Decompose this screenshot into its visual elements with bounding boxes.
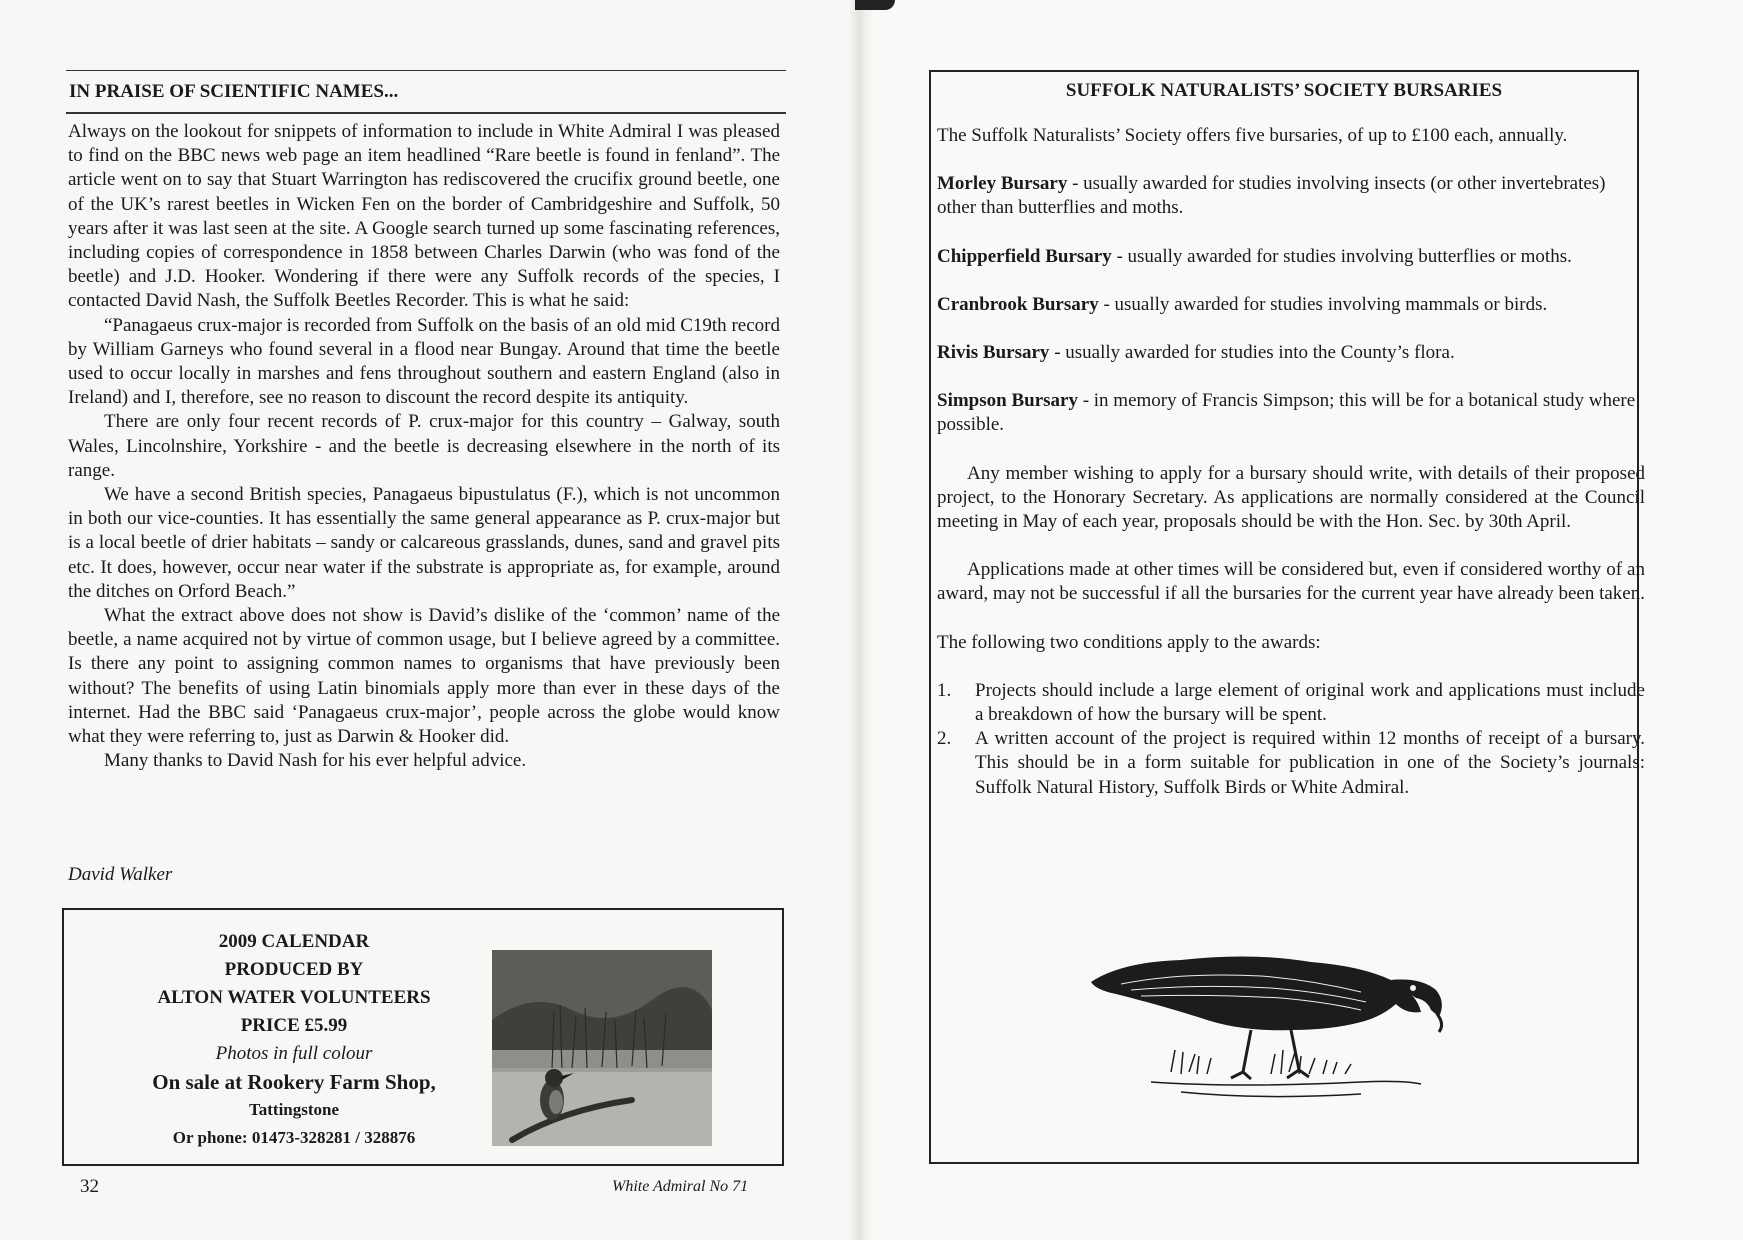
condition-number: 2.: [937, 728, 952, 750]
article-paragraph: Many thanks to David Nash for his ever helpful advice.: [104, 750, 527, 772]
article-paragraph: What the extract above does not show is David’s dislike of the ‘common’ name of the beetle, a name acquired not by virtue of common usage, but I believe agreed by a committee. Is there any point to assigning common names to organisms that have previously been without? The benefits of using Latin binomials apply more than ever in these days of the internet. Had the BBC said ‘Panagaeus crux-major’, people across the globe would know what they were referring to, just as Darwin & Hooker did.: [68, 605, 780, 748]
bursary-entry: [937, 293, 1645, 317]
article-paragraph: “Panagaeus crux-major is recorded from Suffolk on the basis of an old mid C19th record by William Garneys who found several in a flood near Bungay. Around that time the beetle used to occur locally in marshes and fens throughout southern and eastern England (also in Ireland) and I, therefore, see no reason to discount the record despite its antiquity.: [68, 314, 780, 409]
bursary-entry: [937, 389, 1645, 437]
advert-phone: Or phone: 01473-328281 / 328876: [172, 1128, 416, 1147]
bursary-name: Cranbrook Bursary: [937, 293, 1099, 315]
apply-paragraph: Any member wishing to apply for a bursary should write, with details of their proposed project, to the Honorary Secretary. As applications are normally considered at the Council meeting in May of each year, proposals should be with the Hon. Sec. by 30th April.: [937, 462, 1645, 533]
condition-item: [937, 727, 1645, 800]
advert-line: On sale at Rookery Farm Shop,: [152, 1070, 436, 1094]
bursary-name: Morley Bursary: [937, 173, 1068, 195]
bursary-description: - usually awarded for studies involving mammals or birds.: [1098, 293, 1548, 315]
article-paragraph: We have a second British species, Panagaeus bipustulatus (F.), which is not uncommon in both our vice-counties. It has essentially the same general appearance as P. crux-major but is a local beetle of drier habitats – sandy or calcareous grasslands, dunes, sand and gravel pits etc. It does, however, occur near water if the substrate is appropriate as, for example, around the ditches on Orford Beach.”: [68, 484, 780, 602]
condition-item: [937, 679, 1645, 727]
condition-text: A written account of the project is required within 12 months of receipt of a bursary. This should be in a form suitable for publication in one of the Society’s journals: Suffolk Natural History, Suffolk Birds or White Admiral.: [975, 728, 1645, 798]
page-number: 32: [80, 1176, 99, 1197]
article-title: IN PRAISE OF SCIENTIFIC NAMES...: [66, 70, 786, 114]
article-paragraph: Always on the lookout for snippets of information to include in White Admiral I was pleased to find on the BBC news web page an item headlined “Rare beetle is found in fenland”. The article went on to say that Stuart Warrington has rediscovered the crucifix ground beetle, one of the UK’s rarest beetles in Wicken Fen on the border of Cambridgeshire and Suffolk, 50 years after it was last seen at the site. A Google search turned up some fascinating references, including copies of correspondence in 1858 between Charles Darwin (who was fond of the beetle) and J.D. Hooker. Wondering if there were any Suffolk records of the species, I contacted David Nash, the Suffolk Beetles Recorder. This is what he said:: [68, 121, 780, 312]
advert-line: Tattingstone: [248, 1100, 340, 1119]
bursary-entry: [937, 341, 1645, 365]
kingfisher-photo: [492, 950, 712, 1146]
bursary-description: - in memory of Francis Simpson; this will be for a botanical study where possible.: [937, 390, 1636, 436]
bursary-description: - usually awarded for studies involving butterflies or moths.: [1111, 245, 1572, 267]
conditions-intro: The following two conditions apply to the awards:: [937, 631, 1321, 653]
condition-text: Projects should include a large element of original work and applications must include a breakdown of how the bursary will be spent.: [975, 679, 1645, 726]
bursary-entry: [937, 172, 1645, 220]
bursaries-body: [937, 124, 1645, 800]
article-body: [68, 120, 780, 773]
conditions-list: [937, 679, 1645, 800]
bursary-name: Rivis Bursary: [937, 342, 1050, 364]
advert-text: [74, 928, 514, 1152]
advert-line: 2009 CALENDAR: [218, 931, 370, 952]
article-paragraph: There are only four recent records of P. crux-major for this country – Galway, south Wales, Lincolnshire, Yorkshire - and the beetle is decreasing elsewhere in the north of its range.: [68, 411, 780, 481]
book-gutter: [850, 0, 872, 1240]
article-author: David Walker: [68, 864, 173, 885]
condition-number: 1.: [937, 679, 952, 701]
advert-line: PRODUCED BY: [224, 959, 364, 980]
bursary-entry: [937, 245, 1645, 269]
corner-shadow: [855, 0, 895, 10]
bursary-name: Simpson Bursary: [937, 390, 1078, 412]
calendar-advert: [62, 908, 784, 1166]
other-times-paragraph: Applications made at other times will be considered but, even if considered worthy of an award, may not be successful if all the bursaries for the current year have already been taken.: [937, 559, 1645, 605]
journal-footer: White Admiral No 71: [612, 1178, 749, 1195]
bursaries-intro: The Suffolk Naturalists’ Society offers five bursaries, of up to £100 each, annually.: [937, 125, 1568, 146]
bursaries-box: [929, 70, 1645, 1164]
bursary-name: Chipperfield Bursary: [937, 245, 1112, 267]
advert-line: Photos in full colour: [215, 1043, 373, 1064]
bursary-description: - usually awarded for studies involving insects (or other invertebrates) other than butterflies and moths.: [937, 173, 1606, 219]
bursary-description: - usually awarded for studies into the County’s flora.: [1049, 342, 1455, 364]
advert-price: PRICE £5.99: [240, 1015, 348, 1036]
bursaries-title: SUFFOLK NATURALISTS’ SOCIETY BURSARIES: [1065, 80, 1503, 101]
advert-line: ALTON WATER VOLUNTEERS: [157, 987, 431, 1008]
crow-illustration: [1061, 922, 1481, 1112]
